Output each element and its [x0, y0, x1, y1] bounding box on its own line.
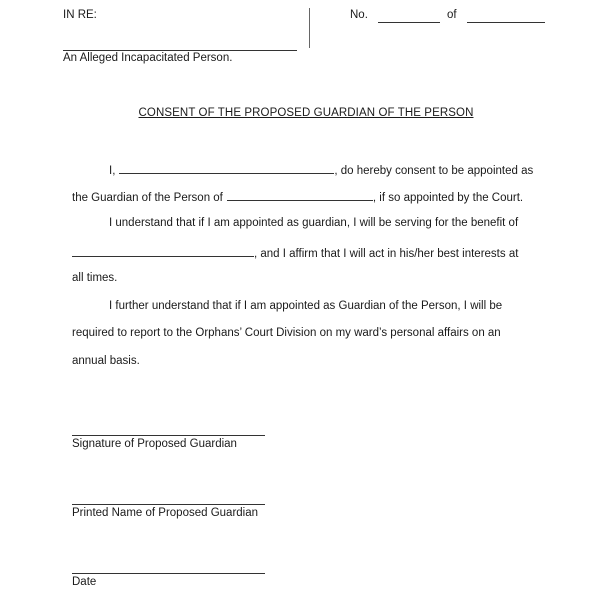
printed-name-line[interactable] — [72, 504, 265, 505]
paragraph-1-line-2 — [72, 189, 552, 204]
paragraph-3-line-3 — [72, 355, 552, 367]
date-line[interactable] — [72, 573, 265, 574]
beneficiary-name-blank[interactable] — [72, 245, 254, 257]
p2-text-a: I understand that if I am appointed as guardian, I will be serving for the benefit of — [109, 217, 519, 229]
case-no-label: No. — [350, 9, 368, 21]
paragraph-2-line-3 — [72, 272, 552, 284]
p3-text-c: annual basis. — [72, 355, 140, 367]
signature-line[interactable] — [72, 435, 265, 436]
person-name-blank[interactable] — [63, 50, 297, 51]
p2-text-c: all times. — [72, 272, 118, 284]
paragraph-2-line-2 — [72, 245, 552, 260]
case-no-blank[interactable] — [378, 22, 440, 23]
printed-name-label: Printed Name of Proposed Guardian — [72, 507, 259, 519]
paragraph-2-line-1 — [72, 217, 552, 229]
date-label: Date — [72, 576, 97, 588]
in-re-label: IN RE: — [63, 9, 97, 21]
ward-name-blank[interactable] — [227, 189, 373, 201]
p1-text-c: the Guardian of the Person of — [72, 192, 223, 204]
paragraph-1-line-1 — [72, 162, 552, 177]
case-of-blank[interactable] — [467, 22, 545, 23]
p3-text-a: I further understand that if I am appointed as Guardian of the Person, I will be — [109, 300, 503, 312]
paragraph-3-line-1 — [72, 300, 552, 312]
p1-text-a: I, — [109, 165, 116, 177]
paragraph-3-line-2 — [72, 327, 552, 339]
p2-text-b: , and I affirm that I will act in his/her best interests at — [254, 248, 519, 260]
case-of-label: of — [447, 9, 457, 21]
p1-text-b: , do hereby consent to be appointed as — [334, 165, 534, 177]
signature-label: Signature of Proposed Guardian — [72, 438, 237, 450]
guardian-name-blank[interactable] — [119, 162, 334, 174]
p1-text-d: , if so appointed by the Court. — [372, 192, 524, 204]
alleged-person-label: An Alleged Incapacitated Person. — [63, 52, 233, 64]
header-divider — [309, 8, 310, 48]
p3-text-b: required to report to the Orphans’ Court Division on my ward’s personal affairs on an — [72, 327, 501, 339]
document-title: CONSENT OF THE PROPOSED GUARDIAN OF THE PERSON — [138, 107, 474, 119]
